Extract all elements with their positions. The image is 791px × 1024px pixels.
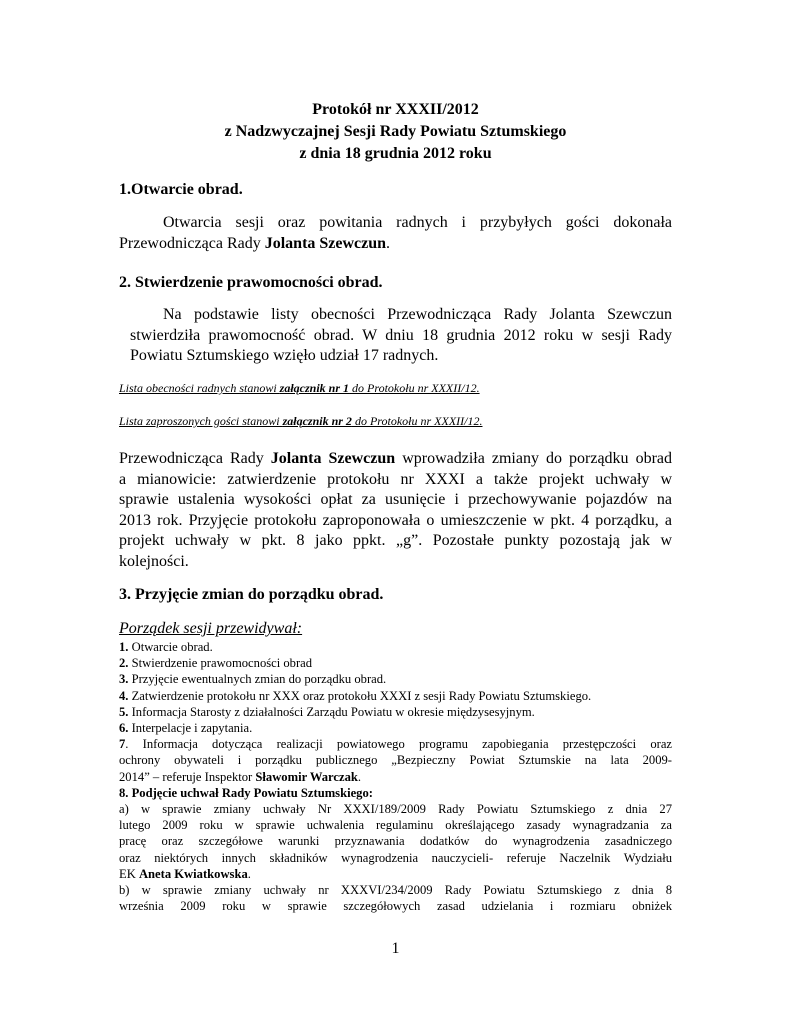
agenda-item-8b-line-1: b) w sprawie zmiany uchwały nr XXXVI/234/2009 Rady Powiatu Sztumskiego z dnia 8 — [119, 883, 672, 898]
section-1-paragraph — [119, 213, 672, 254]
agenda-item-8a-line-2: lutego 2009 roku w sprawie uchwalenia regulaminu określającego zasady wynagradzania za — [119, 818, 672, 833]
chairwoman-name: Jolanta Szewczun — [264, 234, 387, 252]
agenda-changes-line-2: a mianowicie: zatwierdzenie protokołu nr XXXI a także projekt uchwały w — [119, 470, 672, 488]
agenda-list — [119, 639, 672, 914]
agenda-item-8a-line-4: oraz niektórych innych składników wynagrodzenia nauczycieli- referuje Naczelnik Wydziału — [119, 850, 672, 865]
agenda-item-3: 3. Przyjęcie ewentualnych zmian do porządku obrad. — [119, 672, 387, 687]
section-2-line-1: Na podstawie listy obecności Przewodnicząca Rady Jolanta Szewczun — [163, 306, 672, 323]
section-3-heading: 3. Przyjęcie zmian do porządku obrad. — [119, 586, 384, 603]
agenda-item-4: 4. Zatwierdzenie protokołu nr XXX oraz protokołu XXXI z sesji Rady Powiatu Sztumskiego. — [119, 688, 592, 703]
attachment-note-2: Lista zaproszonych gości stanowi załącznik nr 2 do Protokołu nr XXXII/12. — [119, 414, 483, 428]
section-2-paragraph — [130, 305, 672, 367]
agenda-item-8b-line-2: września 2009 roku w sprawie szczegółowych zasad udzielania i rozmiaru obniżek — [119, 899, 672, 914]
section-1-line-1: Otwarcia sesji oraz powitania radnych i przybyłych gości dokonała — [163, 214, 672, 231]
agenda-changes-line-6: kolejności. — [119, 552, 189, 570]
attachment-note-1: Lista obecności radnych stanowi załącznik nr 1 do Protokołu nr XXXII/12. — [119, 381, 480, 395]
page-number: 1 — [391, 940, 400, 957]
agenda-title: Porządek sesji przewidywał: — [119, 620, 303, 637]
section-1-line-2: Przewodnicząca Rady Jolanta Szewczun. — [119, 234, 391, 252]
section-2-line-2: stwierdziła prawomocność obrad. W dniu 18 grudnia 2012 roku w sesji Rady — [130, 326, 672, 344]
agenda-item-5: 5. Informacja Starosty z działalności Zarządu Powiatu w okresie międzysesyjnym. — [119, 704, 535, 719]
document-title-line-1: Protokół nr XXXII/2012 — [312, 101, 479, 118]
naczelnik-name: Aneta Kwiatkowska — [138, 866, 248, 881]
agenda-changes-line-5: projekt uchwały w pkt. 8 jako ppkt. „g”. Pozostałe punkty pozostają jak w — [119, 532, 672, 549]
agenda-item-8a-line-3: pracę oraz szczegółowe warunki przyznawania dodatków do wynagrodzenia zasadniczego — [119, 834, 672, 849]
section-1-heading: 1.Otwarcie obrad. — [119, 181, 243, 198]
document-title-line-2: z Nadzwyczajnej Sesji Rady Powiatu Sztumskiego — [224, 123, 567, 140]
agenda-item-8-heading: 8. Podjęcie uchwał Rady Powiatu Sztumskiego: — [119, 785, 373, 800]
agenda-changes-line-4: 2013 rok. Przyjęcie protokołu zaproponowała o umieszczenie w pkt. 4 porządku, a — [119, 511, 672, 529]
inspector-name: Sławomir Warczak — [255, 769, 358, 784]
section-2-heading: 2. Stwierdzenie prawomocności obrad. — [119, 274, 383, 291]
agenda-changes-line-3: sprawie ustalenia wysokości opłat za usunięcie i przechowywanie pojazdów na — [119, 491, 672, 508]
agenda-item-7-line-3: 2014” – referuje Inspektor Sławomir Warczak. — [119, 769, 362, 784]
agenda-item-7-line-1: 7. Informacja dotycząca realizacji powiatowego programu zapobiegania przestępczości oraz — [119, 737, 672, 752]
agenda-item-6: 6. Interpelacje i zapytania. — [119, 721, 253, 736]
agenda-item-1: 1. Otwarcie obrad. — [119, 640, 213, 654]
agenda-item-2: 2. Stwierdzenie prawomocności obrad — [119, 656, 313, 671]
document-title-line-3: z dnia 18 grudnia 2012 roku — [299, 145, 492, 162]
agenda-item-8a-line-5: EK Aneta Kwiatkowska. — [119, 866, 251, 881]
agenda-item-8a-line-1: a) w sprawie zmiany uchwały Nr XXXI/189/2009 Rady Powiatu Sztumskiego z dnia 27 — [119, 802, 672, 817]
section-2-line-3: Powiatu Sztumskiego wzięło udział 17 radnych. — [130, 347, 439, 364]
agenda-changes-line-1: Przewodnicząca Rady Jolanta Szewczun wprowadziła zmiany do porządku obrad — [119, 450, 673, 467]
agenda-item-7-line-2: ochrony obywateli i porządku publicznego „Bezpieczny Powiat Sztumskie na lata 2009- — [119, 753, 672, 768]
agenda-changes-paragraph — [119, 449, 672, 572]
